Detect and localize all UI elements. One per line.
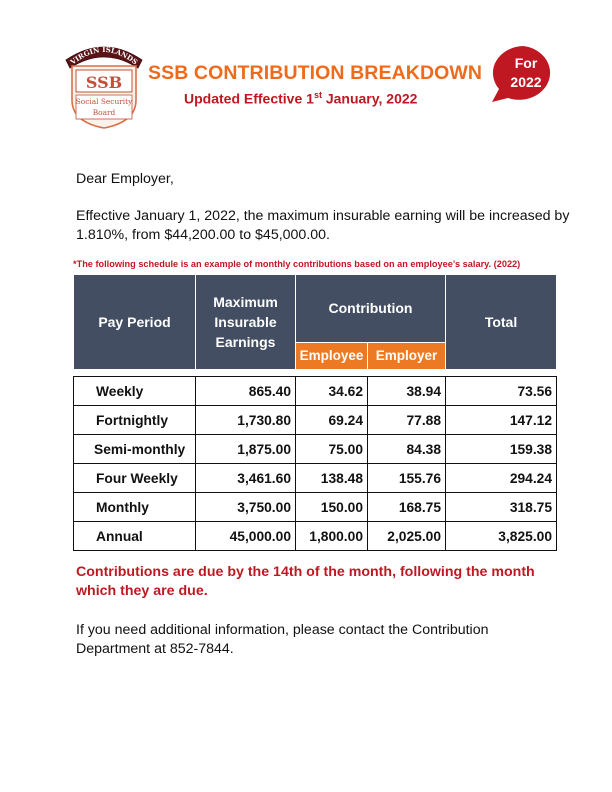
cell-employer: 155.76 [368,464,446,493]
cell-max: 1,730.80 [196,406,296,435]
cell-total: 318.75 [446,493,557,522]
cell-total: 294.24 [446,464,557,493]
table-row [74,493,557,522]
cell-max: 3,461.60 [196,464,296,493]
table-row [74,406,557,435]
ssb-logo [58,38,150,130]
logo-name-line1: Social Security [75,97,133,106]
cell-period: Fortnightly [74,406,196,435]
cell-employer: 168.75 [368,493,446,522]
cell-period: Four Weekly [74,464,196,493]
logo-top-text: VIRGIN ISLANDS [68,44,140,67]
cell-total: 3,825.00 [446,522,557,551]
header-pay-period: Pay Period [74,275,196,370]
logo-name-line2: Board [92,108,116,117]
logo-abbr: SSB [85,73,123,92]
cell-period: Monthly [74,493,196,522]
table-row [74,435,557,464]
cell-period: Weekly [74,377,196,406]
table-row [74,522,557,551]
subtitle-prefix: Updated Effective 1 [184,90,314,107]
cell-total: 147.12 [446,406,557,435]
cell-total: 159.38 [446,435,557,464]
cell-max: 45,000.00 [196,522,296,551]
due-notice: Contributions are due by the 14th of the month, following the month which they are due. [76,564,535,599]
cell-employee: 150.00 [296,493,368,522]
cell-total: 73.56 [446,377,557,406]
cell-employee: 1,800.00 [296,522,368,551]
header-employee: Employee [296,342,368,369]
header-employer: Employer [368,342,446,369]
cell-employee: 138.48 [296,464,368,493]
cell-employer: 77.88 [368,406,446,435]
greeting: Dear Employer, [76,171,174,187]
year-badge [490,44,556,104]
cell-period: Annual [74,522,196,551]
cell-max: 865.40 [196,377,296,406]
intro-paragraph: Effective January 1, 2022, the maximum insurable earning will be increased by 1.810%, from $44,200.00 to $45,000.00. [76,208,570,243]
cell-employee: 34.62 [296,377,368,406]
cell-employee: 75.00 [296,435,368,464]
header-max-earnings: Maximum Insurable Earnings [196,275,296,370]
cell-period: Semi-monthly [74,435,196,464]
cell-employer: 38.94 [368,377,446,406]
table-row [74,377,557,406]
contact-paragraph: If you need additional information, please contact the Contribution Department at 852-7844. [76,622,489,657]
cell-employer: 84.38 [368,435,446,464]
subtitle-suffix: January, 2022 [321,90,418,107]
badge-line1: For [514,55,538,71]
cell-employer: 2,025.00 [368,522,446,551]
cell-max: 3,750.00 [196,493,296,522]
cell-max: 1,875.00 [196,435,296,464]
contribution-table [73,274,556,551]
page-subtitle [184,90,417,107]
badge-line2: 2022 [510,74,542,90]
subtitle-superscript: st [313,90,322,100]
schedule-note: *The following schedule is an example of monthly contributions based on an employee’s salary. (2022) [73,259,521,269]
page-title: SSB CONTRIBUTION BREAKDOWN [148,62,483,84]
cell-employee: 69.24 [296,406,368,435]
header-total: Total [446,275,557,370]
table-row [74,464,557,493]
header-contribution: Contribution [296,275,446,343]
